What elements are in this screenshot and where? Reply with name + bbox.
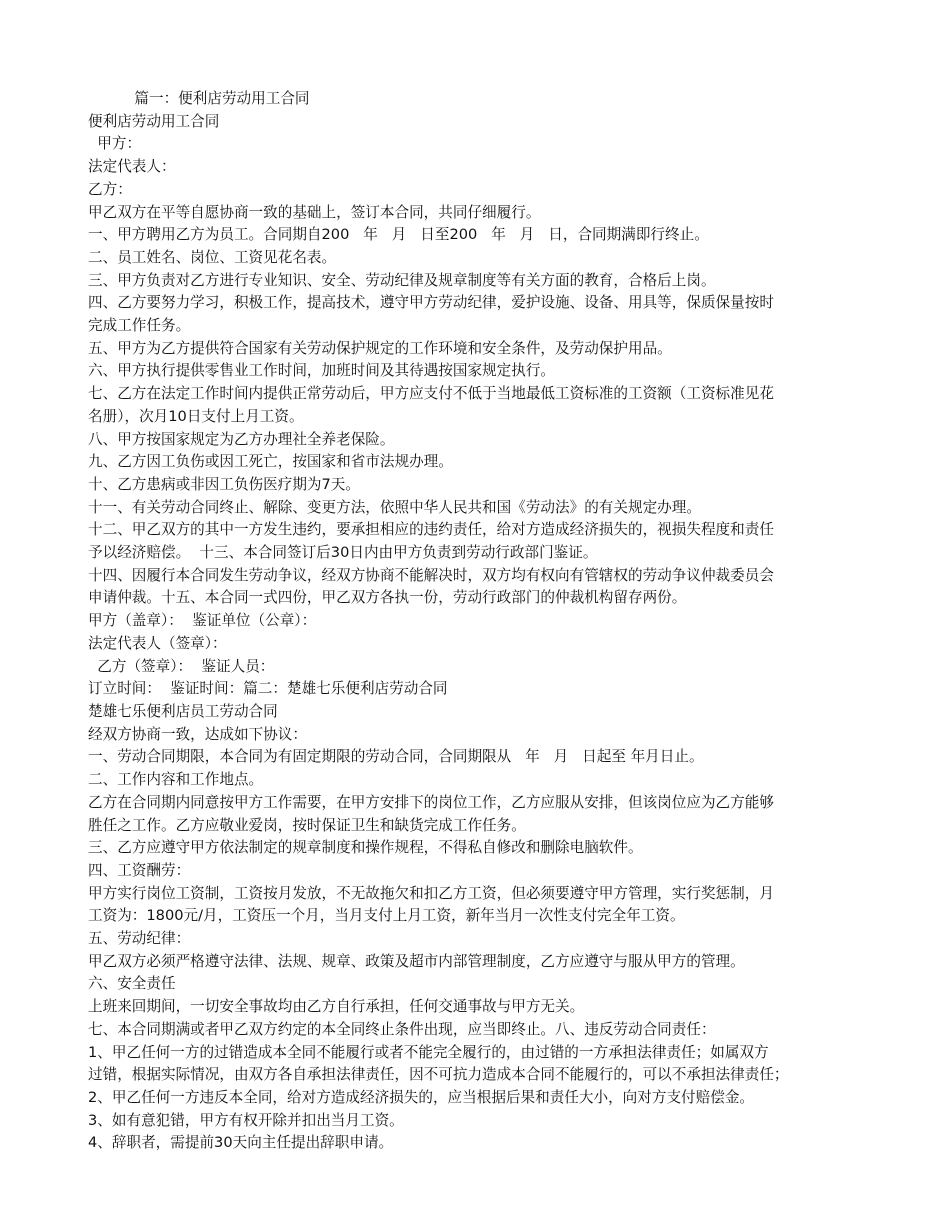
- text-line: 七、乙方在法定工作时间内提供正常劳动后，甲方应支付不低于当地最低工资标准的工资额（工资标准见花: [88, 385, 774, 403]
- signature-line: 订立时间： 鉴证时间：篇二：楚雄七乐便利店劳动合同: [88, 680, 448, 698]
- text-line: 一、甲方聘用乙方为员工。合同期自200 年 月 日至200 年 月 日，合同期满即行终止。: [88, 226, 709, 244]
- text-line: 五、劳动纪律：: [88, 930, 191, 948]
- text-line: 九、乙方因工负伤或因工死亡，按国家和省市法规办理。: [88, 453, 453, 471]
- party-b-label: 乙方：: [88, 180, 132, 198]
- text-line: 甲乙双方必须严格遵守法律、法规、规章、政策及超市内部管理制度，乙方应遵守与服从甲方的管理。: [88, 952, 745, 970]
- text-line: 十四、因履行本合同发生劳动争议，经双方协商不能解决时，双方均有权向有管辖权的劳动争议仲裁委员会: [88, 566, 774, 584]
- signature-line: 乙方（签章）： 鉴证人员：: [88, 657, 275, 675]
- party-a-label: 甲方：: [88, 135, 142, 153]
- text-line: 十二、甲乙双方的其中一方发生违约，要承担相应的违约责任，给对方造成经济损失的，视损失程度和责任: [88, 521, 774, 539]
- contract-title: 便利店劳动用工合同: [88, 112, 220, 130]
- text-line: 胜任之工作。乙方应敬业爱岗，按时保证卫生和缺货完成工作任务。: [88, 816, 526, 834]
- text-line: 经双方协商一致，达成如下协议：: [88, 725, 307, 743]
- text-line: 一、劳动合同期限，本合同为有固定期限的劳动合同，合同期限从 年 月 日起至 年月日止。: [88, 748, 704, 766]
- text-line: 十一、有关劳动合同终止、解除、变更方法，依照中华人民共和国《劳动法》的有关规定办理。: [88, 498, 701, 516]
- text-line: 二、员工姓名、岗位、工资见花名表。: [88, 248, 337, 266]
- legal-representative-label: 法定代表人：: [88, 158, 176, 176]
- text-line: 予以经济赔偿。 十三、本合同签订后30日内由甲方负责到劳动行政部门鉴证。: [88, 544, 598, 562]
- text-line: 4、辞职者，需提前30天向主任提出辞职申请。: [88, 1134, 394, 1152]
- text-line: 过错，根据实际情况，由双方各自承担法律责任，因不可抗力造成本合同不能履行的，可以不承担法律责任；: [88, 1066, 789, 1084]
- text-line: 六、安全责任: [88, 975, 176, 993]
- text-line: 四、乙方要努力学习，积极工作，提高技术，遵守甲方劳动纪律，爱护设施、设备、用具等，保质保量按时: [88, 294, 774, 312]
- signature-line: 甲方（盖章）： 鉴证单位（公章）：: [88, 612, 317, 630]
- section-heading: 篇一：便利店劳动用工合同: [88, 90, 310, 107]
- text-line: 四、工资酬劳：: [88, 861, 191, 879]
- text-line: 完成工作任务。: [88, 317, 191, 335]
- text-line: 二、工作内容和工作地点。: [88, 771, 264, 789]
- text-line: 上班来回期间，一切安全事故均由乙方自行承担，任何交通事故与甲方无关。: [88, 998, 585, 1016]
- text-line: 3、如有意犯错，甲方有权开除并扣出当月工资。: [88, 1111, 404, 1129]
- text-line: 六、甲方执行提供零售业工作时间，加班时间及其待遇按国家规定执行。: [88, 362, 556, 380]
- text-line: 三、乙方应遵守甲方依法制定的规章制度和操作规程，不得私自修改和删除电脑软件。: [88, 839, 643, 857]
- text-line: 名册），次月10日支付上月工资。: [88, 407, 304, 425]
- text-line: 申请仲裁。十五、本合同一式四份，甲乙双方各执一份，劳动行政部门的仲裁机构留存两份。: [88, 589, 687, 607]
- text-line: 2、甲乙任何一方违反本全同，给对方造成经济损失的，应当根据后果和责任大小，向对方支付赔偿金。: [88, 1088, 755, 1106]
- text-line: 甲乙双方在平等自愿协商一致的基础上，签订本合同，共同仔细履行。: [88, 203, 541, 221]
- text-line: 十、乙方患病或非因工负伤医疗期为7天。: [88, 475, 360, 493]
- contract-title: 楚雄七乐便利店员工劳动合同: [88, 702, 278, 720]
- text-line: 甲方实行岗位工资制，工资按月发放，不无故拖欠和扣乙方工资，但必须要遵守甲方管理，实行奖惩制，月: [88, 884, 774, 902]
- text-line: 三、甲方负责对乙方进行专业知识、安全、劳动纪律及规章制度等有关方面的教育，合格后上岗。: [88, 271, 716, 289]
- text-line: 八、甲方按国家规定为乙方办理社全养老保险。: [88, 430, 395, 448]
- signature-line: 法定代表人（签章）：: [88, 634, 227, 652]
- text-line: 七、本合同期满或者甲乙双方约定的本全同终止条件出现，应当即终止。八、违反劳动合同责任：: [88, 1020, 716, 1038]
- text-line: 工资为：1800元/月，工资压一个月，当月支付上月工资，新年当月一次性支付完全年工资。: [88, 907, 685, 925]
- text-line: 乙方在合同期内同意按甲方工作需要，在甲方安排下的岗位工作，乙方应服从安排，但该岗位应为乙方能够: [88, 793, 774, 811]
- text-line: 1、甲乙任何一方的过错造成本全同不能履行或者不能完全履行的，由过错的一方承担法律责任；如属双方: [88, 1043, 769, 1061]
- text-line: 五、甲方为乙方提供符合国家有关劳动保护规定的工作环境和安全条件，及劳动保护用品。: [88, 339, 672, 357]
